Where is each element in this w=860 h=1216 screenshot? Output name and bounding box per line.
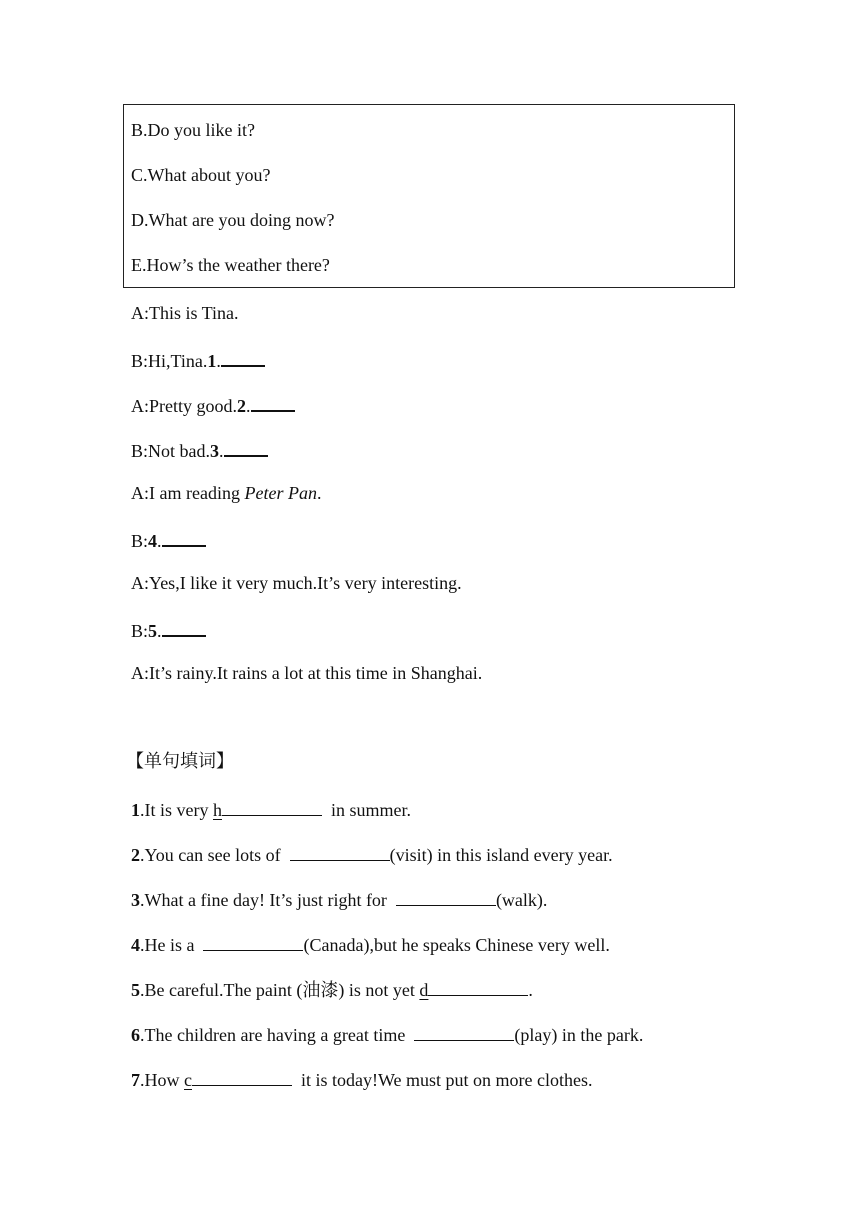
question-text: .You can see lots of (140, 845, 290, 865)
question-text: (play) in the park. (514, 1025, 644, 1045)
section-title: 【单句填词】 (126, 751, 234, 772)
dialogue-line-9: A:It’s rainy.It rains a lot at this time in Shanghai. (131, 663, 483, 683)
dialogue-line-4 (131, 437, 268, 462)
question-text: .It is very (140, 800, 213, 820)
answer-blank-2[interactable] (251, 392, 295, 412)
blank-number: 3 (210, 441, 219, 461)
answer-blank-1[interactable] (221, 347, 265, 367)
option-c: C.What about you? (131, 165, 271, 185)
blank-number: 1 (207, 351, 217, 371)
dialogue-line-1: A:This is Tina. (131, 303, 239, 323)
question-number: 5 (131, 980, 140, 1000)
answer-blank[interactable] (396, 887, 496, 906)
question-number: 7 (131, 1070, 140, 1090)
answer-blank-3[interactable] (224, 437, 268, 457)
answer-blank[interactable] (203, 932, 303, 951)
hint-letter: c (184, 1070, 192, 1090)
fill-question-5 (131, 977, 533, 1001)
hint-letter: h (212, 800, 222, 820)
dialogue-text: A:Pretty good. (131, 396, 237, 416)
question-text: .Be careful.The paint (油漆) is not yet (140, 980, 420, 1000)
options-box (123, 104, 735, 288)
dialogue-line-5 (131, 482, 321, 504)
fill-question-1 (131, 797, 411, 821)
question-number: 3 (131, 890, 140, 910)
dialogue-text: B:Not bad. (131, 441, 210, 461)
answer-blank-4[interactable] (162, 527, 206, 547)
question-text: (Canada),but he speaks Chinese very well. (303, 935, 610, 955)
answer-blank[interactable] (192, 1067, 292, 1086)
dialogue-text: . (316, 483, 322, 503)
dialogue-line-8 (131, 617, 206, 642)
answer-blank[interactable] (222, 797, 322, 816)
option-e: E.How’s the weather there? (131, 255, 330, 275)
dialogue-line-7: A:Yes,I like it very much.It’s very interesting. (131, 573, 462, 593)
question-number: 1 (131, 800, 140, 820)
dialogue-text: . (219, 441, 224, 461)
question-text: it is today!We must put on more clothes. (292, 1070, 593, 1090)
dialogue-text: B:Hi,Tina. (131, 351, 208, 371)
answer-blank[interactable] (290, 842, 390, 861)
question-number: 4 (131, 935, 140, 955)
dialogue-text: . (157, 531, 162, 551)
dialogue-line-6 (131, 527, 206, 552)
question-text: .He is a (140, 935, 204, 955)
question-text: (walk). (495, 890, 548, 910)
question-number: 6 (131, 1025, 140, 1045)
dialogue-text: B: (131, 621, 149, 641)
question-number: 2 (131, 845, 140, 865)
fill-question-4 (131, 932, 610, 956)
dialogue-text: . (157, 621, 162, 641)
hint-letter: d (419, 980, 429, 1000)
book-title: Peter Pan (244, 483, 317, 503)
fill-question-7 (131, 1067, 593, 1091)
fill-question-3 (131, 887, 547, 911)
dialogue-text: . (216, 351, 221, 371)
dialogue-line-3 (131, 392, 295, 417)
blank-number: 5 (148, 621, 158, 641)
question-text: .The children are having a great time (140, 1025, 415, 1045)
dialogue-line-2 (131, 347, 265, 372)
dialogue-text: . (246, 396, 251, 416)
fill-question-2 (131, 842, 613, 866)
blank-number: 2 (237, 396, 246, 416)
option-d: D.What are you doing now? (131, 210, 335, 230)
answer-blank[interactable] (414, 1022, 514, 1041)
blank-number: 4 (148, 531, 158, 551)
option-b: B.Do you like it? (131, 120, 255, 140)
answer-blank-5[interactable] (162, 617, 206, 637)
dialogue-text: A:I am reading (131, 483, 245, 503)
question-text: . (528, 980, 533, 1000)
answer-blank[interactable] (428, 977, 528, 996)
fill-question-6 (131, 1022, 643, 1046)
question-text: .What a fine day! It’s just right for (140, 890, 396, 910)
question-text: in summer. (321, 800, 411, 820)
question-text: (visit) in this island every year. (389, 845, 613, 865)
dialogue-text: B: (131, 531, 149, 551)
question-text: .How (140, 1070, 184, 1090)
